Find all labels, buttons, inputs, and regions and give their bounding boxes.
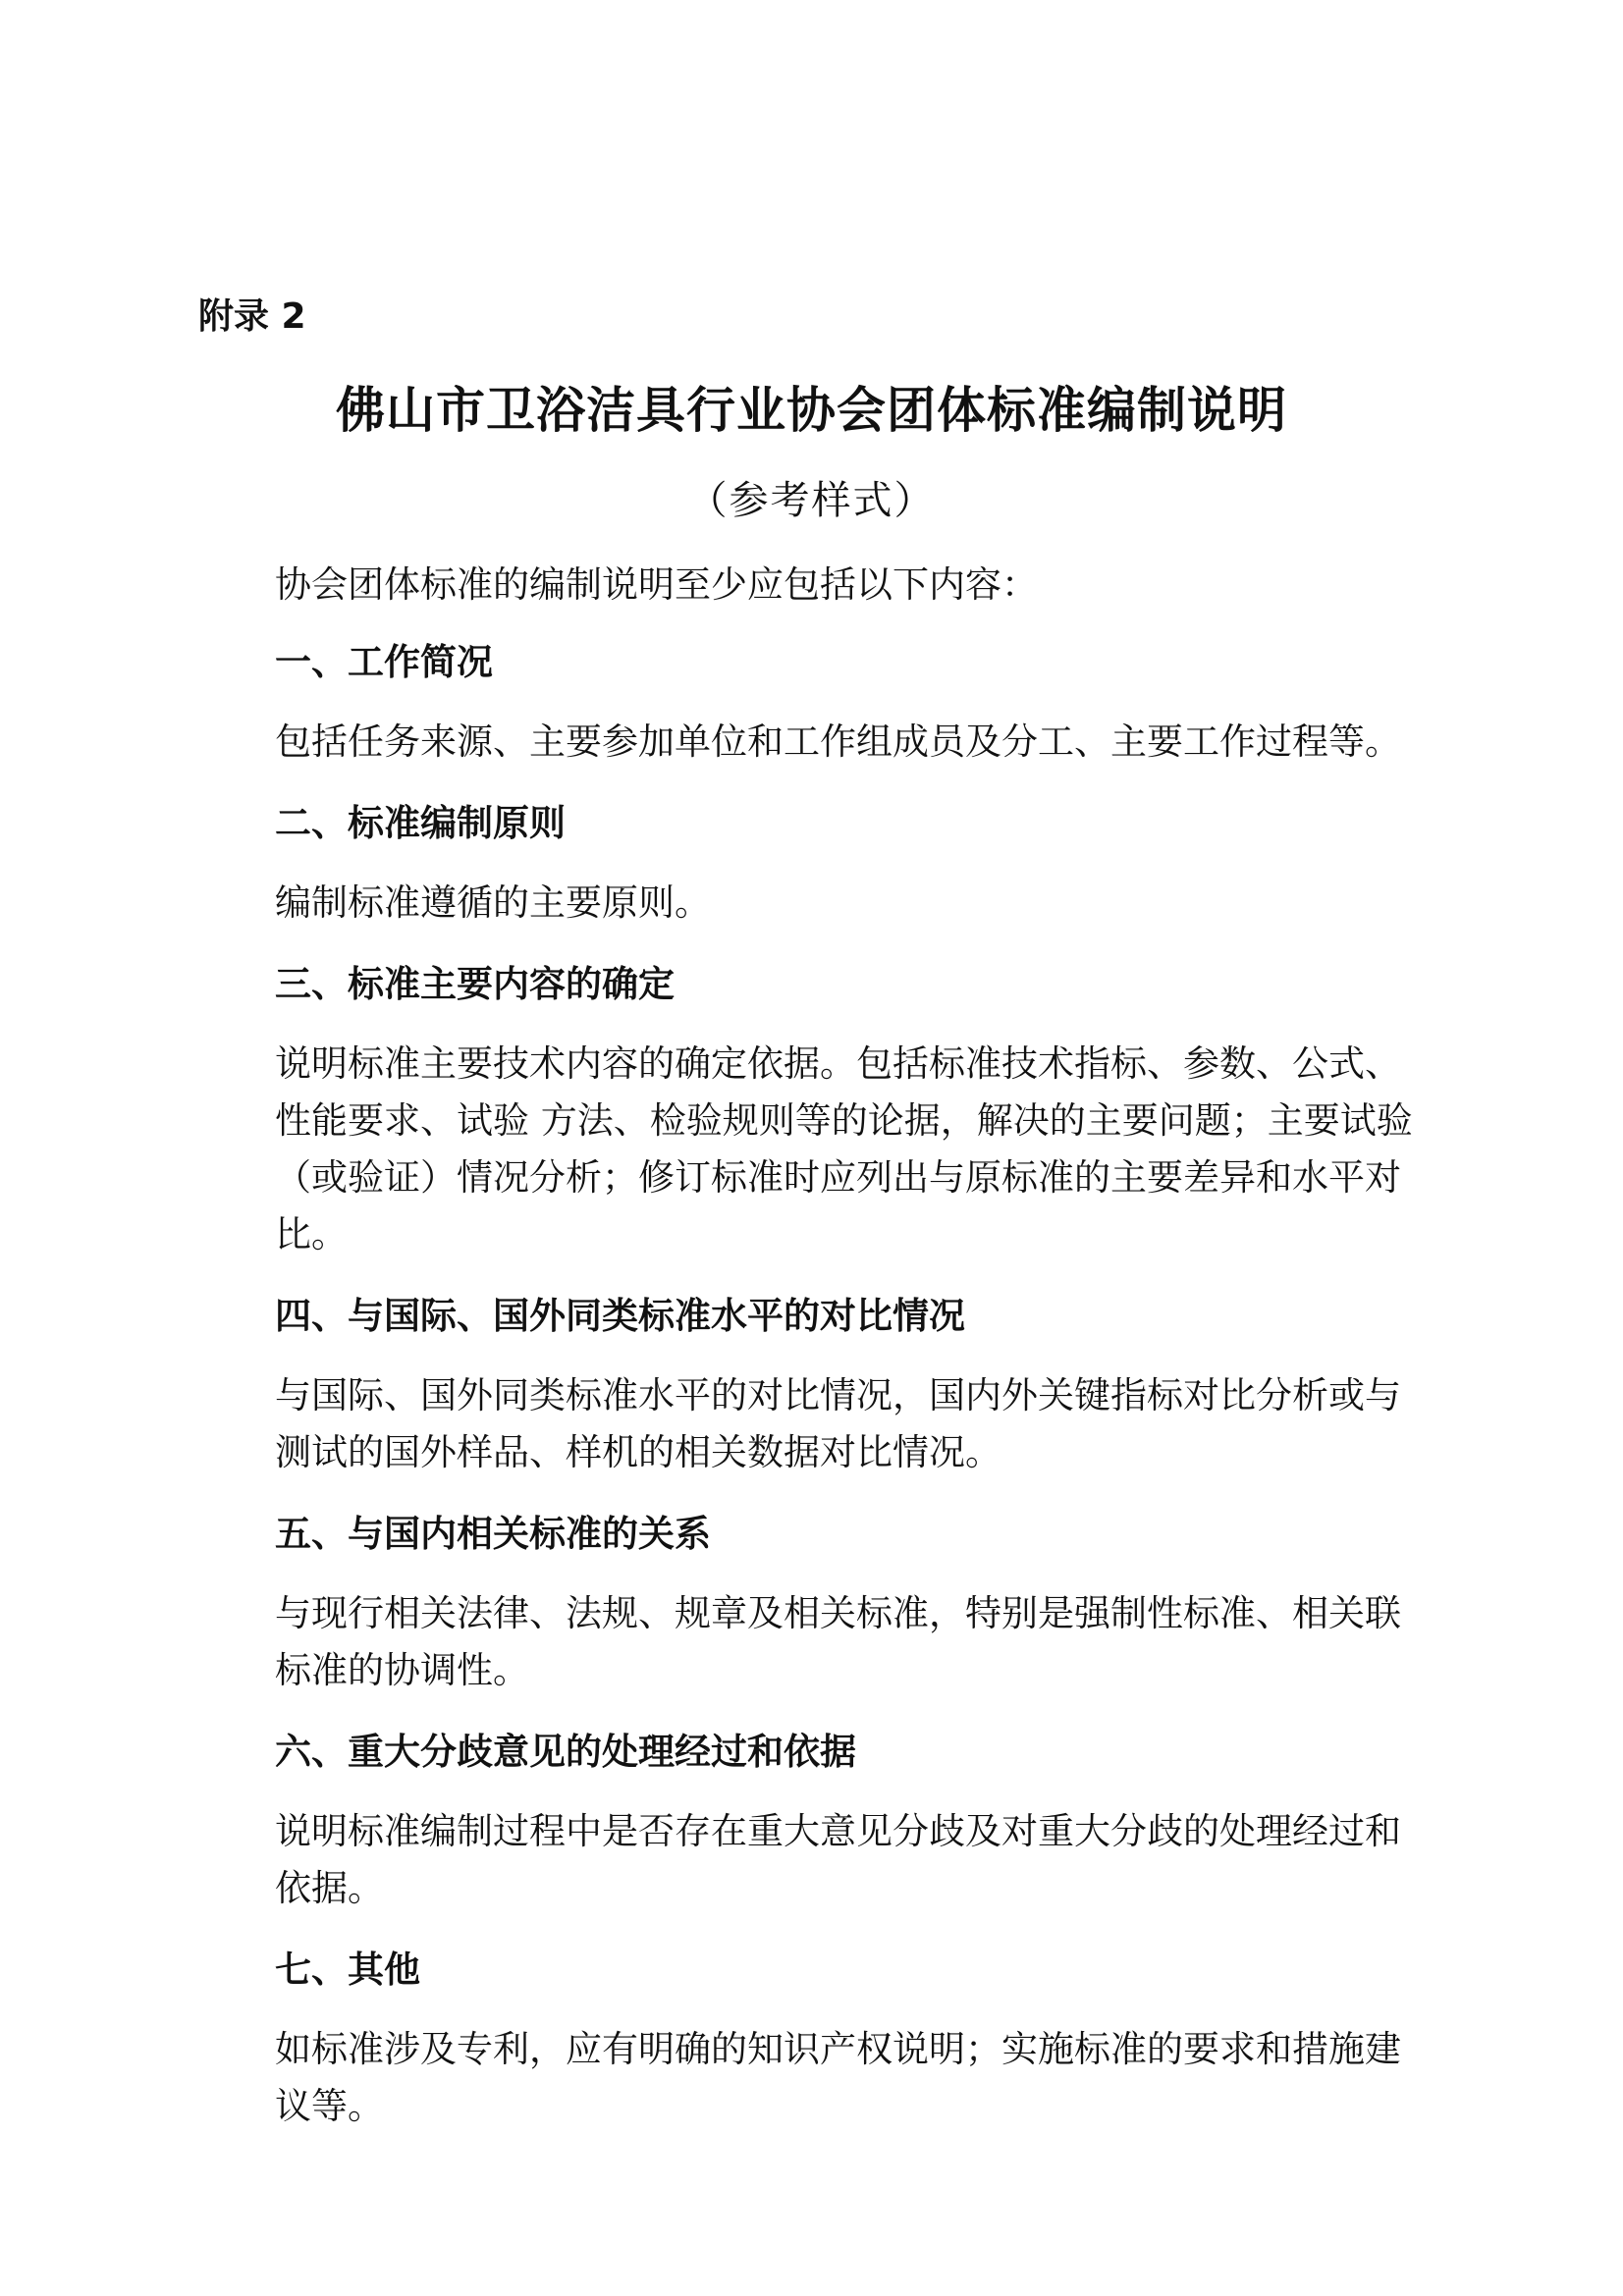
section-5	[275, 1507, 1434, 1699]
intro-paragraph: 协会团体标准的编制说明至少应包括以下内容：	[275, 563, 1038, 606]
document-subtitle: （参考样式）	[687, 478, 936, 523]
section-6	[275, 1725, 1434, 1917]
section-body: 说明标准主要技术内容的确定依据。包括标准技术指标、参数、公式、性能要求、试验 方法、检验规则等的论据，解决的主要问题；主要试验（或验证）情况分析；修订标准时应列出与原标准的主要差异和水平对比。	[275, 1042, 1413, 1255]
section-heading: 四、与国际、国外同类标准水平的对比情况	[275, 1295, 965, 1337]
section-body: 如标准涉及专利，应有明确的知识产权说明；实施标准的要求和措施建议等。	[275, 2028, 1401, 2127]
appendix-label: 附录 2	[198, 296, 306, 337]
section-1	[275, 635, 1434, 771]
section-4	[275, 1289, 1434, 1481]
section-7	[275, 1943, 1434, 2135]
section-3	[275, 957, 1434, 1263]
section-heading: 二、标准编制原则	[275, 802, 566, 844]
section-heading: 五、与国内相关标准的关系	[275, 1513, 711, 1555]
section-heading: 三、标准主要内容的确定	[275, 963, 675, 1005]
section-body: 包括任务来源、主要参加单位和工作组成员及分工、主要工作过程等。	[275, 721, 1401, 763]
section-body: 说明标准编制过程中是否存在重大意见分歧及对重大分歧的处理经过和依据。	[275, 1810, 1401, 1909]
section-body: 编制标准遵循的主要原则。	[275, 881, 711, 924]
section-body: 与现行相关法律、法规、规章及相关标准，特别是强制性标准、相关联标准的协调性。	[275, 1592, 1401, 1691]
section-body: 与国际、国外同类标准水平的对比情况，国内外关键指标对比分析或与测试的国外样品、样机的相关数据对比情况。	[275, 1374, 1401, 1473]
section-2	[275, 796, 1434, 932]
document-content	[275, 557, 1434, 2161]
section-heading: 一、工作简况	[275, 641, 493, 683]
section-heading: 七、其他	[275, 1949, 420, 1991]
document-title: 佛山市卫浴洁具行业协会团体标准编制说明	[336, 382, 1287, 439]
section-heading: 六、重大分歧意见的处理经过和依据	[275, 1731, 856, 1773]
